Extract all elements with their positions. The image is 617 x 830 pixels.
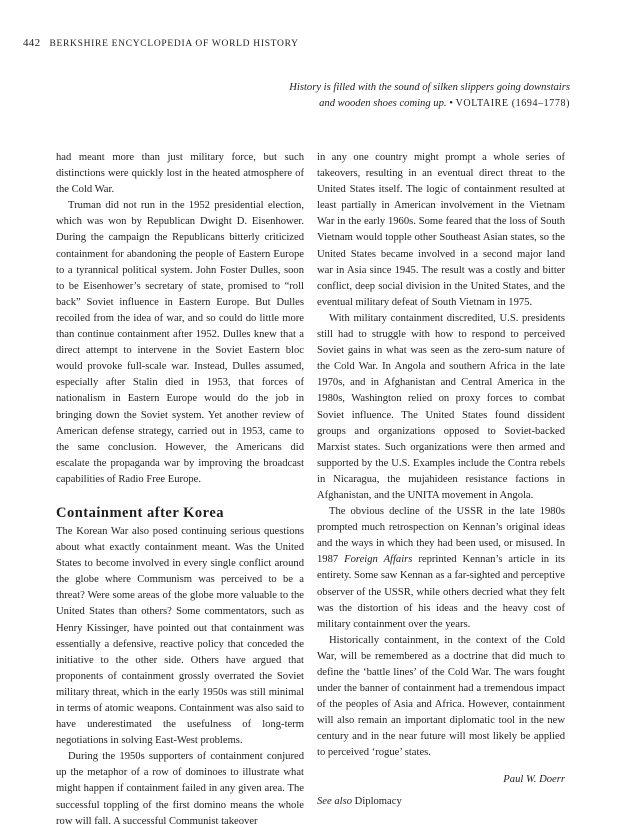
text-run: The obvious decline of the USSR in the late 1980s prompted much retrospection on Kennan’s original ideas and the ways in which they had been used, or misused. In 1987 xyxy=(317,506,565,566)
paragraph: With military containment discredited, U.S. presidents still had to struggle with how to respond to perceived Soviet gains in what was seen as the zero-sum nature of the Cold War. In Angola and southern Africa in the late 1970s, and in Afghanistan and Central America in the 1980s, Washington relied on proxy forces to combat Soviet influence. The United States found dissident groups and organizations opposed to Soviet-backed Marxist states. Such organizations were then armed and supported by the U.S. Examples include the Contra rebels in Nicaragua, the mujahideen resistance factions in Afghanistan, and the UNITA movement in Angola. xyxy=(317,312,565,501)
epigraph-line-2-row xyxy=(230,96,570,112)
page-number: 442 xyxy=(23,37,41,49)
epigraph-line-1: History is filled with the sound of silken slippers going downstairs xyxy=(289,82,570,93)
epigraph-bullet: • xyxy=(449,98,453,109)
epigraph-attribution: VOLTAIRE (1694–1778) xyxy=(455,98,570,109)
running-title: BERKSHIRE ENCYCLOPEDIA OF WORLD HISTORY xyxy=(49,39,299,49)
paragraph: Truman did not run in the 1952 presidential election, which was won by Republican Dwight D. Eisenhower. During the campaign the Republicans bitterly criticized containment for abandoning the people of Eastern Europe to a tyrannical political system. John Foster Dulles, soon to be Eisenhower’s secretary of state, promised to “roll back” Soviet influence in Eastern Europe. But Dulles recoiled from the idea of war, and so could do little more than continue containment after 1952. Dulles knew that a direct attempt to intervene in the Soviet Eastern bloc would provoke full-scale war. Instead, Dulles assumed, especially after Stalin died in 1953, that forces of nationalism in Eastern Europe would do the job in bringing down the Soviet system. Yet another review of American defense strategy, carried out in 1953, came to the same conclusion. However, the Americans did escalate the propaganda war by improving the broadcast capabilities of Radio Free Europe. xyxy=(56,200,304,485)
paragraph xyxy=(317,504,565,633)
paragraph: in any one country might prompt a whole series of takeovers, resulting in an eventual direct threat to the United States itself. The logic of containment resulted at least partially in American involvement in the Vietnam War in the early 1960s. Some feared that the loss of South Vietnam would topple other Southeast Asian states, so the United States became involved in a second major land war in Asia since 1945. The result was a costly and bitter conflict, deep social division in the United States, and the eventual military defeat of South Vietnam in 1975. xyxy=(317,152,565,308)
right-column xyxy=(317,150,565,810)
running-header xyxy=(23,37,299,49)
paragraph: During the 1950s supporters of containment conjured up the metaphor of a row of dominoes to illustrate what might happen if containment failed in any given area. The successful toppling of the first domino means the whole row will fall. A successful Communist takeover xyxy=(56,751,304,827)
epigraph xyxy=(230,80,570,112)
see-also xyxy=(317,794,565,810)
section-heading: Containment after Korea xyxy=(56,504,225,521)
see-also-link[interactable]: Diplomacy xyxy=(354,795,402,807)
text-run: reprinted Kennan’s article in its entirety. Some saw Kennan as a far-sighted and perceptive observer of the USSR, while others decried what they felt was the distortion of his ideas and the heavy cost of military containment over the years. xyxy=(317,554,565,630)
paragraph: Historically containment, in the context of the Cold War, will be remembered as a doctrine that did much to define the ‘battle lines’ of the Cold War. The wars fought under the banner of containment had a tremendous impact of the peoples of Asia and Africa. However, containment will also remain an important diplomatic tool in the new century and in the near future will most likely be applied to perceived ‘rogue’ states. xyxy=(317,634,565,759)
paragraph: The Korean War also posed continuing serious questions about what exactly containment meant. Was the United States to become involved in every single conflict around the globe where Communism was perceived to be a threat? Were some areas of the globe more valuable to the United States than others? Some commentators, such as Henry Kissinger, have pointed out that containment was essentially a defensive, reactive policy that conceded the initiative to the other side. Others have argued that proponents of containment grossly overrated the Soviet military threat, which in the early 1950s was still minimal in terms of atomic weapons. Containment was also said to have underestimated the usefulness of long-term negotiations in solving East-West problems. xyxy=(56,525,304,747)
author-credit: Paul W. Doerr xyxy=(503,773,565,785)
epigraph-line-2: and wooden shoes coming up. xyxy=(319,98,447,109)
see-also-label: See also xyxy=(317,795,353,807)
journal-title: Foreign Affairs xyxy=(344,554,413,566)
paragraph: had meant more than just military force, but such distinctions were quickly lost in the heated atmosphere of the Cold War. xyxy=(56,152,304,196)
left-column xyxy=(56,150,304,830)
